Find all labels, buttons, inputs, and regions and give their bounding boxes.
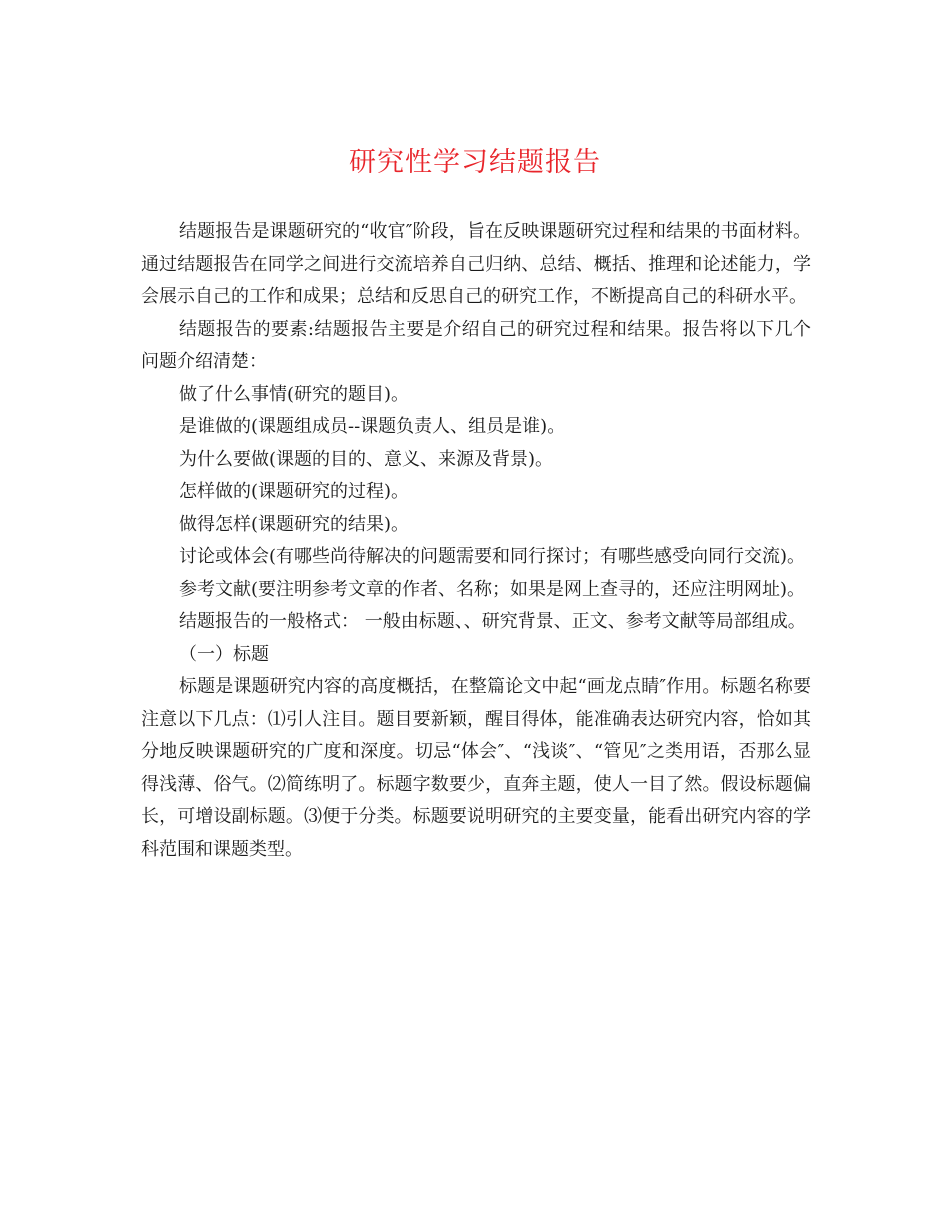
- list-item-who: 是谁做的(课题组成员--课题负责人、组员是谁)。: [179, 416, 566, 437]
- document-title: 研究性学习结题报告: [349, 147, 601, 178]
- paragraph-format: 结题报告的一般格式： 一般由标题、、研究背景、正文、参考文献等局部组成。: [179, 611, 806, 632]
- paragraph-elements: 结题报告的要素:结题报告主要是介绍自己的研究过程和结果。报告将以下几个问题介绍清楚：: [141, 318, 811, 372]
- paragraph-intro: 结题报告是课题研究的“收官″阶段，旨在反映课题研究过程和结果的书面材料。通过结题报告在同学之间进行交流培养自己归纳、总结、概括、推理和论述能力，学会展示自己的工作和成果；总结和反思自己的研究工作，不断提高自己的科研水平。: [141, 221, 811, 307]
- list-item-what: 做了什么事情(研究的题目)。: [179, 383, 410, 405]
- section-heading-title: （一）标题: [179, 643, 269, 665]
- list-item-references: 参考文献(要注明参考文章的作者、名称；如果是网上查寻的，还应注明网址)。: [179, 578, 806, 600]
- list-item-discussion: 讨论或体会(有哪些尚待解决的问题需要和同行探讨；有哪些感受向同行交流)。: [179, 546, 806, 567]
- list-item-how: 怎样做的(课题研究的过程)。: [179, 481, 410, 502]
- list-item-why: 为什么要做(课题的目的、意义、来源及背景)。: [179, 448, 554, 470]
- paragraph-title-rules: 标题是课题研究内容的高度概括，在整篇论文中起“画龙点睛″作用。标题名称要注意以下几点：⑴引人注目。题目要新颖，醒目得体，能准确表达研究内容，恰如其分地反映课题研究的广度和深度。切忌“体会″、“浅谈″、“管见″之类用语，否那么显得浅薄、俗气。⑵简练明了。标题字数要少，直奔主题，使人一目了然。假设标题偏长，可增设副标题。⑶便于分类。标题要说明研究的主要变量，能看出研究内容的学科范围和课题类型。: [141, 676, 811, 860]
- list-item-result: 做得怎样(课题研究的结果)。: [179, 513, 410, 535]
- document-body: [141, 216, 811, 866]
